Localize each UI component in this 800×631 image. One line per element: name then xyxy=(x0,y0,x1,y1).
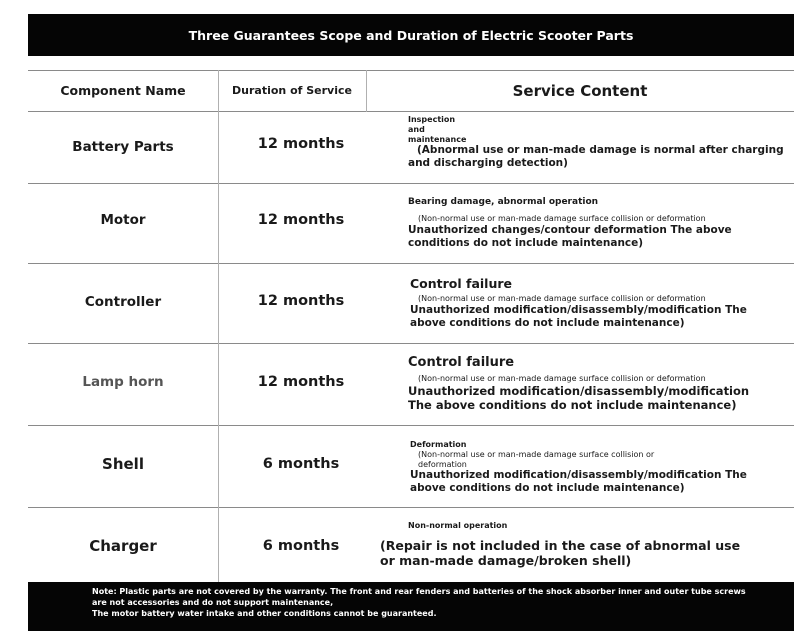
header-duration: Duration of Service xyxy=(232,84,352,97)
content-line: maintenance xyxy=(408,134,467,144)
content-line: Unauthorized modification/disassembly/modification The xyxy=(410,469,747,482)
content-line: or man-made damage/broken shell) xyxy=(380,553,632,568)
header-component: Component Name xyxy=(60,83,186,98)
service-content xyxy=(380,197,790,249)
content-line: and discharging detection) xyxy=(408,157,568,170)
header-service-content: Service Content xyxy=(512,81,648,100)
content-line: (Abnormal use or man-made damage is normal after charging xyxy=(417,144,784,157)
service-content xyxy=(380,115,790,170)
content-line: (Non-normal use or man-made damage surface collision or deformation xyxy=(418,294,706,304)
content-line: (Non-normal use or man-made damage surface collision or deformation xyxy=(418,213,706,223)
content-line: Inspection xyxy=(408,115,456,124)
table-title: Three Guarantees Scope and Duration of Electric Scooter Parts xyxy=(188,27,634,43)
component-name: Charger xyxy=(89,537,157,555)
content-line: above conditions do not include maintenance) xyxy=(410,482,685,495)
content-line: Control failure xyxy=(410,276,513,291)
service-duration: 12 months xyxy=(257,293,345,309)
service-duration: 6 months xyxy=(262,456,340,472)
component-name: Controller xyxy=(84,294,162,310)
footnote-line: are not accessories and do not support maintenance, xyxy=(92,598,334,608)
table-title-bar xyxy=(28,14,794,56)
component-name: Shell xyxy=(102,455,144,473)
content-line: conditions do not include maintenance) xyxy=(408,236,644,249)
content-line: Deformation xyxy=(410,440,467,449)
content-line: Control failure xyxy=(408,355,515,370)
service-content xyxy=(380,355,790,412)
content-line: above conditions do not include maintenance) xyxy=(410,316,685,329)
footnote-line: The motor battery water intake and other conditions cannot be guaranteed. xyxy=(92,609,437,619)
content-line: Non-normal operation xyxy=(408,521,508,530)
content-line: Unauthorized changes/contour deformation The above xyxy=(408,223,732,236)
content-line: Bearing damage, abnormal operation xyxy=(408,197,599,207)
service-content xyxy=(380,440,790,495)
content-line: (Non-normal use or man-made damage surface collision or deformation xyxy=(418,373,706,383)
content-line: (Non-normal use or man-made damage surface collision or xyxy=(418,449,655,459)
footnote-line: Note: Plastic parts are not covered by the warranty. The front and rear fenders and batteries of the shock absorber inner and outer tube screws xyxy=(92,587,746,596)
content-line: The above conditions do not include maintenance) xyxy=(408,397,737,412)
component-name: Lamp horn xyxy=(82,374,164,390)
service-content xyxy=(380,521,790,568)
service-duration: 12 months xyxy=(257,212,345,228)
service-content xyxy=(380,276,790,330)
content-line: deformation xyxy=(418,459,467,469)
service-duration: 12 months xyxy=(257,374,345,390)
service-duration: 6 months xyxy=(262,538,340,554)
service-duration: 12 months xyxy=(257,136,345,152)
content-line: Unauthorized modification/disassembly/modification xyxy=(408,383,750,398)
content-line: and xyxy=(408,124,425,134)
footnote-bar xyxy=(28,582,794,631)
content-line: Unauthorized modification/disassembly/modification The xyxy=(410,304,747,316)
component-name: Battery Parts xyxy=(72,139,174,155)
content-line: (Repair is not included in the case of abnormal use xyxy=(380,537,741,553)
component-name: Motor xyxy=(100,212,146,228)
